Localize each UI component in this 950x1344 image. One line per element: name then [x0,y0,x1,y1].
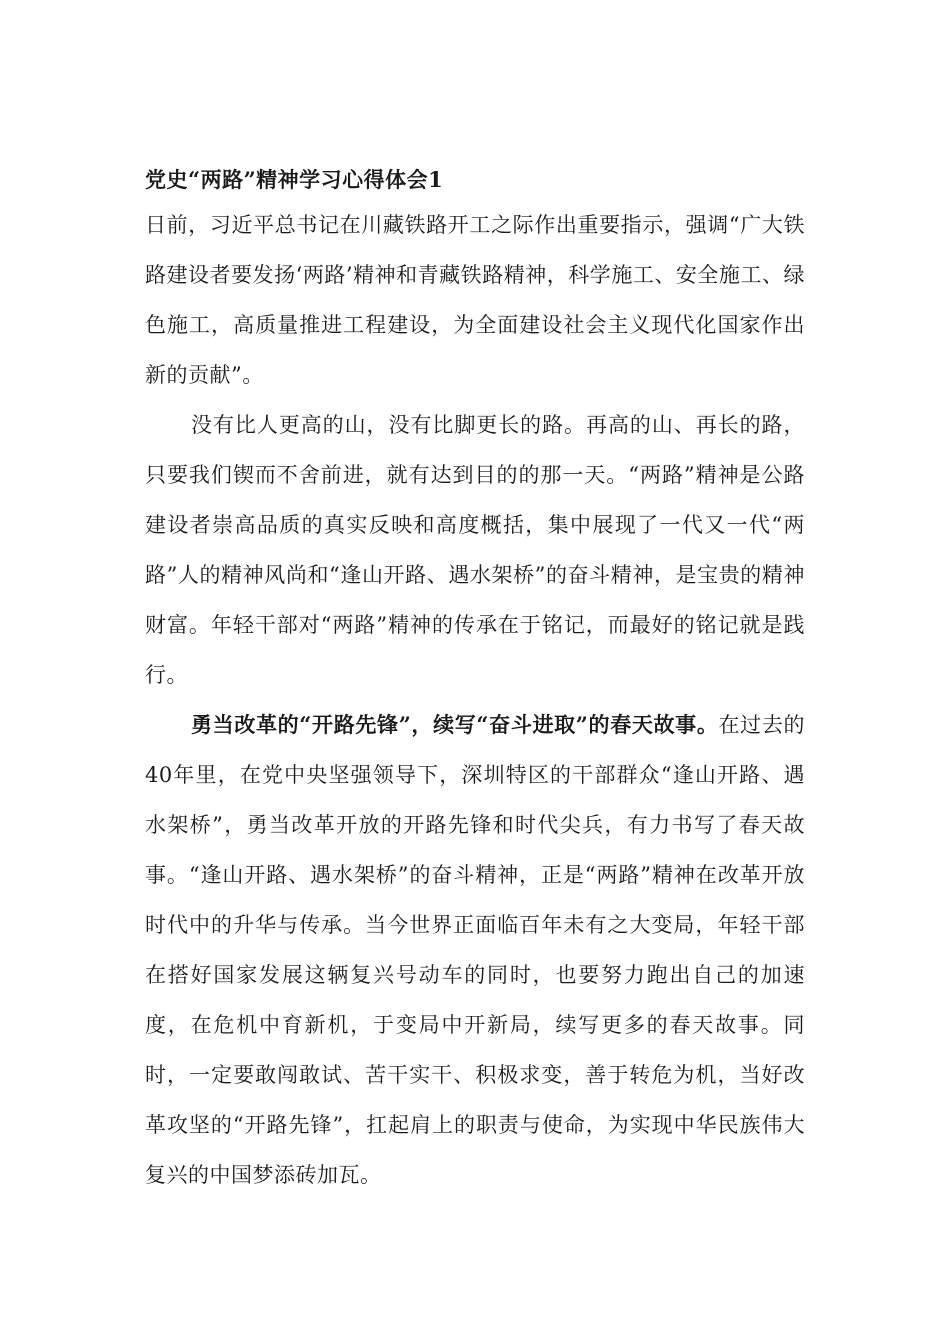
paragraph-3-text: 在过去的40年里，在党中央坚强领导下，深圳特区的干部群众“逢山开路、遇水架桥”，勇当改革开放的开路先锋和时代尖兵，有力书写了春天故事。“逢山开路、遇水架桥”的奋斗精神，正是“两路”精神在改革开放时代中的升华与传承。当今世界正面临百年未有之大变局，年轻干部在搭好国家发展这辆复兴号动车的同时，也要努力跑出自己的加速度，在危机中育新机，于变局中开新局，续写更多的春天故事。同时，一定要敢闯敢试、苦干实干、积极求变，善于转危为机，当好改革攻坚的“开路先锋”，扛起肩上的职责与使命，为实现中华民族伟大复兴的中国梦添砖加瓦。 [145,713,805,1187]
paragraph-2 [145,400,805,700]
paragraph-3 [145,700,805,1200]
paragraph-1 [145,200,805,400]
document-title: 党史“两路”精神学习心得体会1 [145,167,444,192]
paragraph-2-text: 没有比人更高的山，没有比脚更长的路。再高的山、再长的路，只要我们锲而不舍前进，就有达到目的的那一天。“两路”精神是公路建设者崇高品质的真实反映和高度概括，集中展现了一代又一代“两路”人的精神风尚和“逢山开路、遇水架桥”的奋斗精神，是宝贵的精神财富。年轻干部对“两路”精神的传承在于铭记，而最好的铭记就是践行。 [145,413,805,687]
document-body [145,160,805,1200]
paragraph-1-text: 日前，习近平总书记在川藏铁路开工之际作出重要指示，强调“广大铁路建设者要发扬‘两路’精神和青藏铁路精神，科学施工、安全施工、绿色施工，高质量推进工程建设，为全面建设社会主义现代化国家作出新的贡献”。 [145,213,805,387]
paragraph-3-lead: 勇当改革的“开路先锋”，续写“奋斗进取”的春天故事。 [191,712,719,737]
